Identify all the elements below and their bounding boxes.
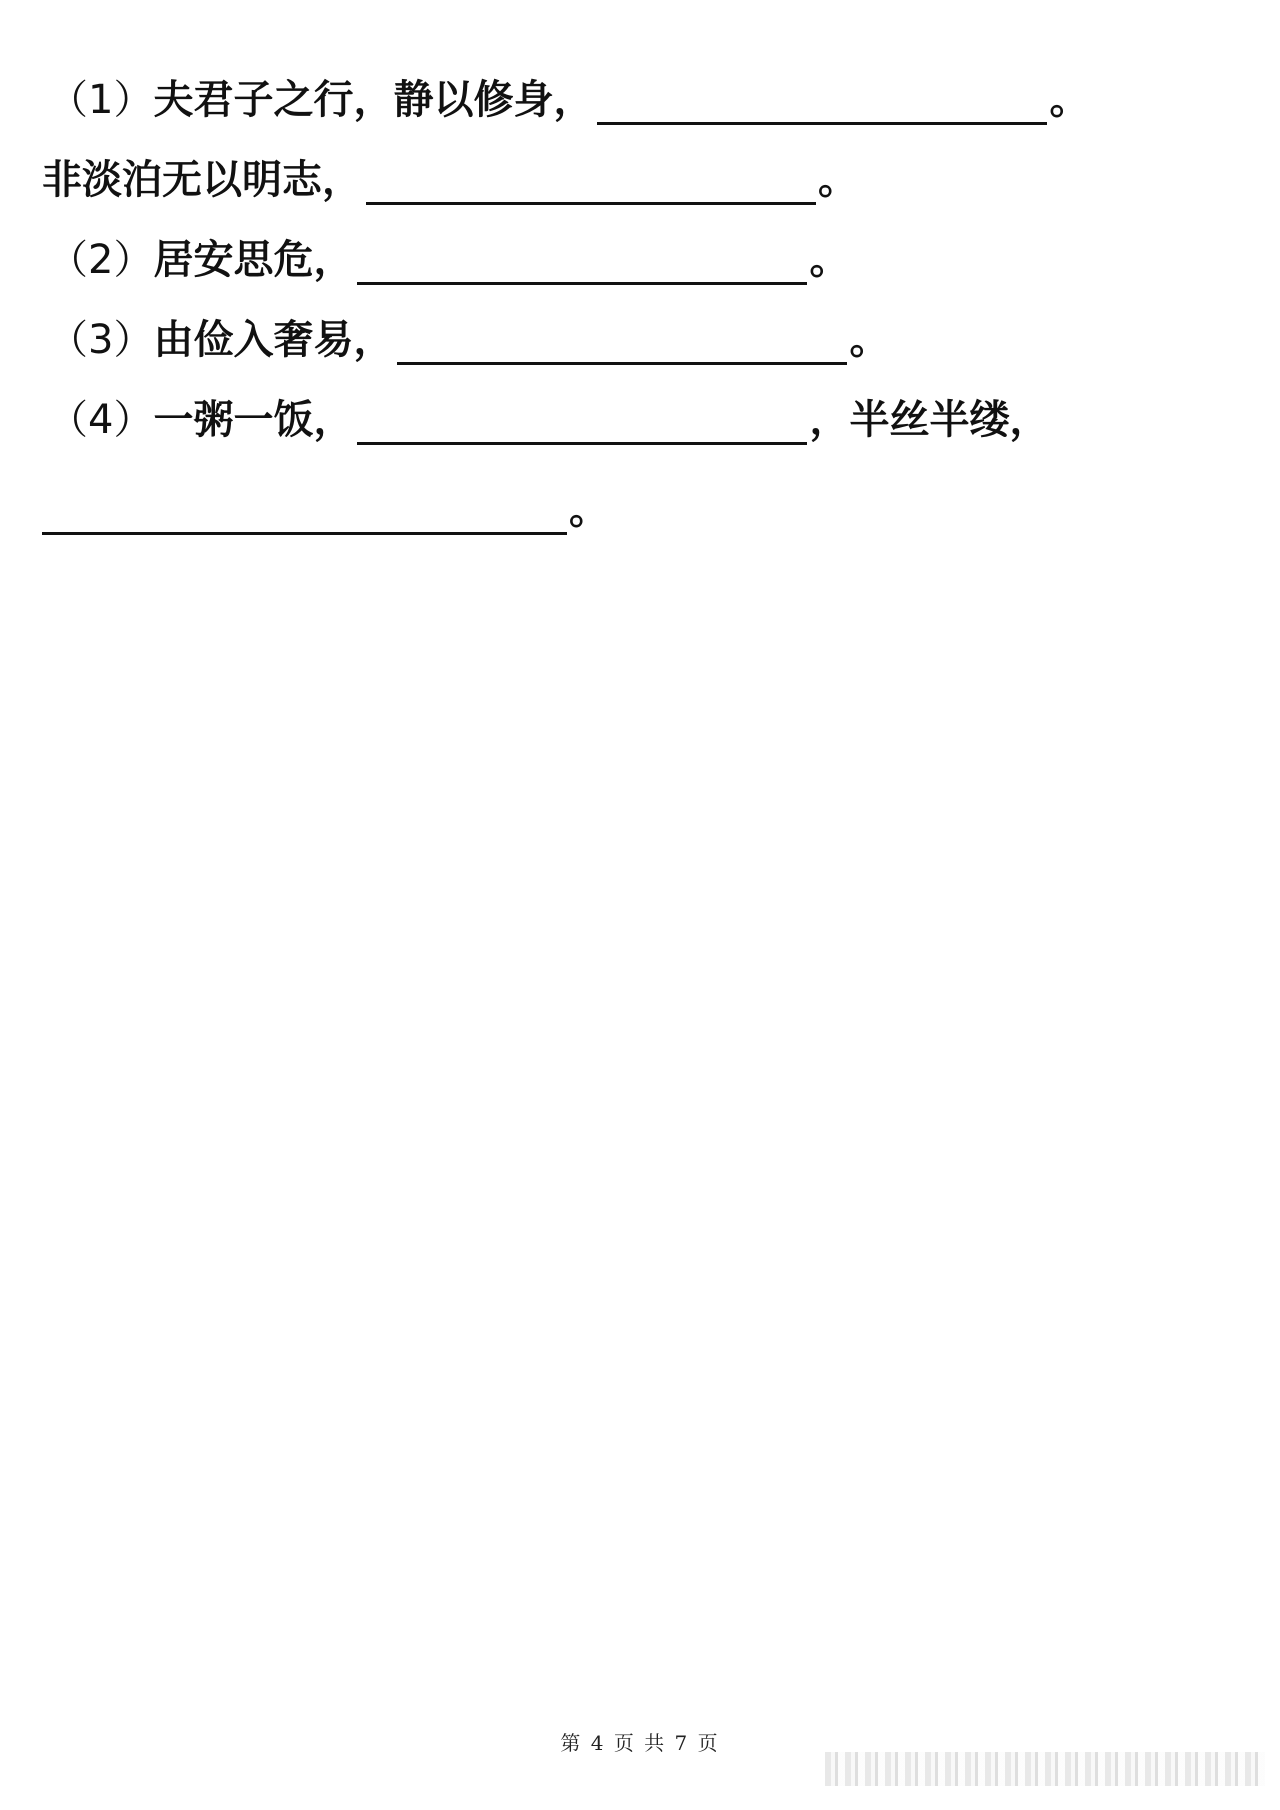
answer-blank[interactable] [366,166,816,205]
punctuation: 。 [809,237,850,283]
question-prompt: 夫君子之行，静以修身， [153,77,594,123]
question-prompt: 非淡泊无以明志， [42,157,362,203]
answer-blank[interactable] [357,406,807,445]
answer-blank[interactable] [357,246,807,285]
punctuation: 。 [818,157,858,203]
punctuation: 。 [1049,77,1090,123]
question-4-line-2 [42,485,609,535]
answer-blank[interactable] [397,326,847,365]
page-number: 第 4 页 共 7 页 [560,1731,720,1755]
question-prompt: 由俭入奢易， [153,317,394,363]
question-3 [48,315,889,365]
question-4-line-1 [48,395,1049,445]
question-2 [48,235,849,285]
scan-artifact [825,1752,1265,1786]
question-prompt-middle: ，半丝半缕， [809,397,1050,443]
punctuation: 。 [849,317,890,363]
question-prompt: 一粥一饭， [153,397,354,443]
question-number: （3） [48,317,154,363]
question-number: （1） [48,77,154,123]
question-number: （2） [48,237,154,283]
answer-blank[interactable] [597,86,1047,125]
question-number: （4） [48,397,154,443]
answer-blank[interactable] [42,496,567,535]
punctuation: 。 [569,487,609,533]
question-1-line-1 [48,75,1089,125]
question-1-line-2 [42,155,858,205]
question-prompt: 居安思危， [153,237,354,283]
